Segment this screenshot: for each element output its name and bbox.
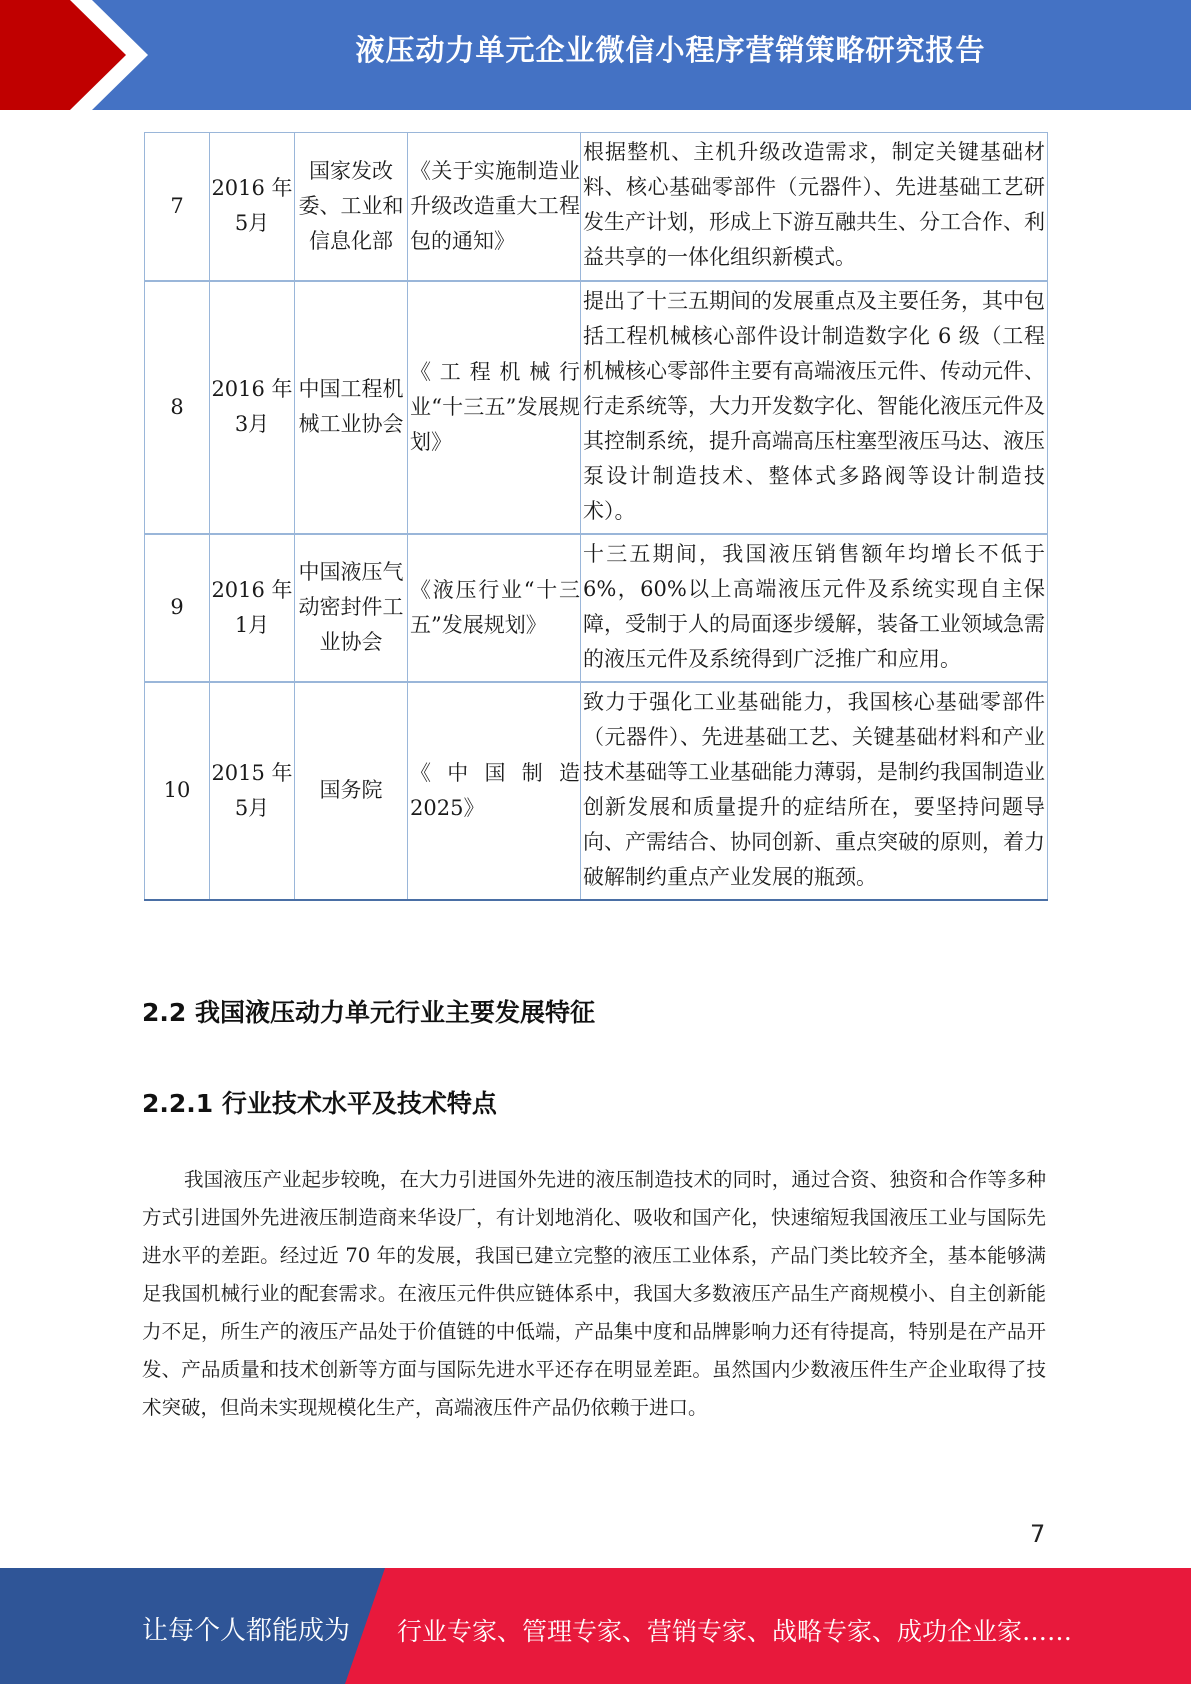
row-organization: 国务院 xyxy=(319,778,383,802)
row-organization: 中国液压气动密封件工业协会 xyxy=(298,560,404,654)
row-date: 2016 年 1月 xyxy=(211,577,293,637)
body-paragraph: 我国液压产业起步较晚，在大力引进国外先进的液压制造技术的同时，通过合资、独资和合作等多种方式引进国外先进液压制造商来华设厂，有计划地消化、吸收和国产化，快速缩短我国液压工业与国际先进水平的差距。经过近 70 年的发展，我国已建立完整的液压工业体系，产品门类比较齐全，基本能够满足我国机械行业的配套需求。在液压元件供应链体系中，我国大多数液压产品生产商规模小、自主创新能力不足，所生产的液压产品处于价值链的中低端，产品集中度和品牌影响力还有待提高，特别是在产品开发、产品质量和技术创新等方面与国际先进水平还存在明显差距。虽然国内少数液压件生产企业取得了技术突破，但尚未实现规模化生产，高端液压件产品仍依赖于进口。 xyxy=(142,1168,1046,1419)
row-number: 7 xyxy=(170,193,184,218)
page-number: 7 xyxy=(1030,1520,1046,1548)
row-document: 《工程机械行业“十三五”发展规划》 xyxy=(410,359,580,454)
footer-slogan-left: 让每个人都能成为 xyxy=(142,1616,351,1646)
row-number: 9 xyxy=(170,595,184,619)
table-row xyxy=(145,534,1048,682)
row-description: 提出了十三五期间的发展重点及主要任务，其中包括工程机械核心部件设计制造数字化 6 级（工程机械核心零部件主要有高端液压元件、传动元件、行走系统等，大力开发数字化、智能化液压元件及其控制系统，提升高端高压柱塞型液压马达、液压泵设计制造技术、整体式多路阀等设计制造技术）。 xyxy=(583,288,1045,523)
row-number: 10 xyxy=(163,778,191,802)
header-banner xyxy=(0,0,1191,110)
subsection-heading: 2.2.1 行业技术水平及技术特点 xyxy=(142,1089,497,1118)
row-date: 2015 年 5月 xyxy=(211,760,293,820)
row-number: 8 xyxy=(170,394,184,419)
row-organization: 国家发改委、工业和信息化部 xyxy=(298,158,404,253)
row-date: 2016 年 5月 xyxy=(211,176,293,236)
footer-banner xyxy=(0,1568,1191,1684)
row-document: 《 中 国 制 造 2025》 xyxy=(410,760,580,820)
row-description: 十三五期间，我国液压销售额年均增长不低于6%，60%以上高端液压元件及系统实现自主保障，受制于人的局面逐步缓解，装备工业领域急需的液压元件及系统得到广泛推广和应用。 xyxy=(583,541,1045,671)
row-document: 《关于实施制造业升级改造重大工程包的通知》 xyxy=(410,158,580,253)
row-organization: 中国工程机械工业协会 xyxy=(298,377,404,436)
report-title: 液压动力单元企业微信小程序营销策略研究报告 xyxy=(355,33,986,67)
policy-table xyxy=(144,132,1048,901)
policy-table-container xyxy=(144,132,1048,901)
row-document: 《液压行业“十三五”发展规划》 xyxy=(410,577,580,637)
table-row xyxy=(145,133,1048,281)
section-heading: 2.2 我国液压动力单元行业主要发展特征 xyxy=(142,998,595,1027)
row-description: 致力于强化工业基础能力，我国核心基础零部件（元器件）、先进基础工艺、关键基础材料和产业技术基础等工业基础能力薄弱，是制约我国制造业创新发展和质量提升的症结所在，要坚持问题导向、产需结合、协同创新、重点突破的原则，着力破解制约重点产业发展的瓶颈。 xyxy=(583,689,1045,889)
footer-slogan-right: 行业专家、管理专家、营销专家、战略专家、成功企业家…… xyxy=(397,1617,1073,1646)
row-date: 2016 年 3月 xyxy=(211,377,293,436)
table-row xyxy=(145,682,1048,900)
table-row xyxy=(145,281,1048,534)
row-description: 根据整机、主机升级改造需求，制定关键基础材料、核心基础零部件（元器件）、先进基础工艺研发生产计划，形成上下游互融共生、分工合作、利益共享的一体化组织新模式。 xyxy=(583,140,1045,270)
